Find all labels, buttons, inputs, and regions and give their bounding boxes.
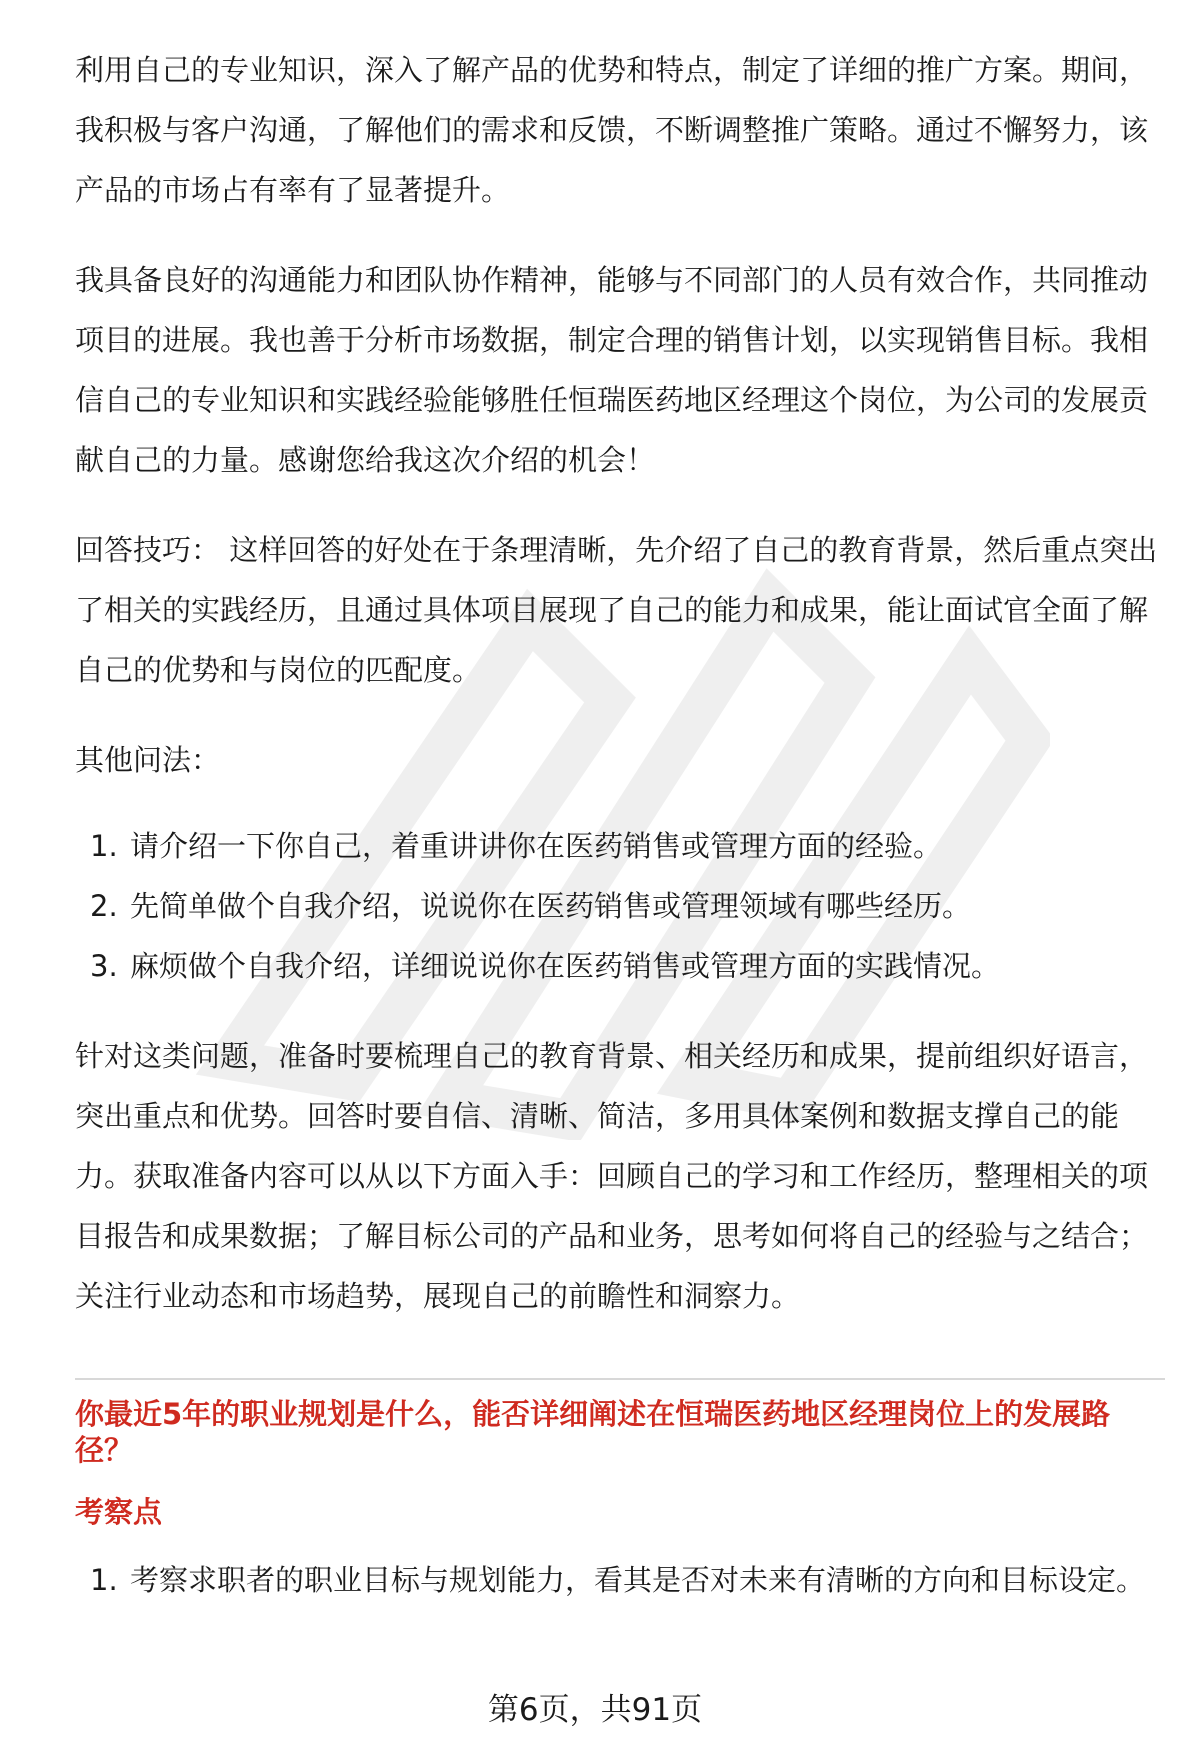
other-asks-list bbox=[75, 816, 1165, 996]
list-item bbox=[75, 816, 1165, 876]
list-item-number: 3. bbox=[90, 949, 118, 983]
section-divider bbox=[75, 1378, 1165, 1380]
list-item bbox=[75, 936, 1165, 996]
answer-tips-paragraph: 回答技巧： 这样回答的好处在于条理清晰，先介绍了自己的教育背景，然后重点突出了相关的实践经历，且通过具体项目展现了自己的能力和成果，能让面试官全面了解自己的优势和与岗位的匹配度。 bbox=[75, 533, 1158, 687]
list-item-number: 1. bbox=[90, 829, 118, 863]
list-item-number: 2. bbox=[90, 889, 118, 923]
preparation-advice-paragraph: 针对这类问题，准备时要梳理自己的教育背景、相关经历和成果，提前组织好语言，突出重点和优势。回答时要自信、清晰、简洁，多用具体案例和数据支撑自己的能力。获取准备内容可以从以下方面入手：回顾自己的学习和工作经历，整理相关的项目报告和成果数据；了解目标公司的产品和业务，思考如何将自己的经验与之结合；关注行业动态和市场趋势，展现自己的前瞻性和洞察力。 bbox=[75, 1039, 1149, 1313]
check-points-list bbox=[75, 1550, 1165, 1610]
list-item bbox=[75, 1550, 1165, 1610]
list-item-text: 麻烦做个自我介绍，详细说说你在医药销售或管理方面的实践情况。 bbox=[130, 949, 1001, 983]
page-number-footer: 第6页，共91页 bbox=[487, 1692, 703, 1728]
list-item bbox=[75, 876, 1165, 936]
list-item-text: 先简单做个自我介绍，说说你在医药销售或管理领域有哪些经历。 bbox=[130, 889, 972, 923]
other-asks-heading: 其他问法： bbox=[75, 743, 221, 777]
paragraph-1: 利用自己的专业知识，深入了解产品的优势和特点，制定了详细的推广方案。期间，我积极与客户沟通，了解他们的需求和反馈，不断调整推广策略。通过不懈努力，该产品的市场占有率有了显著提升。 bbox=[75, 53, 1149, 207]
list-item-text: 请介绍一下你自己，着重讲讲你在医药销售或管理方面的经验。 bbox=[130, 829, 943, 863]
document-body bbox=[75, 40, 1165, 1610]
paragraph-2: 我具备良好的沟通能力和团队协作精神，能够与不同部门的人员有效合作，共同推动项目的进展。我也善于分析市场数据，制定合理的销售计划，以实现销售目标。我相信自己的专业知识和实践经验能够胜任恒瑞医药地区经理这个岗位，为公司的发展贡献自己的力量。感谢您给我这次介绍的机会！ bbox=[75, 263, 1149, 477]
interview-question-heading: 你最近5年的职业规划是什么，能否详细阐述在恒瑞医药地区经理岗位上的发展路径？ bbox=[75, 1397, 1111, 1467]
list-item-text: 考察求职者的职业目标与规划能力，看其是否对未来有清晰的方向和目标设定。 bbox=[130, 1563, 1146, 1597]
list-item-number: 1. bbox=[90, 1563, 118, 1597]
check-points-heading: 考察点 bbox=[75, 1495, 163, 1529]
